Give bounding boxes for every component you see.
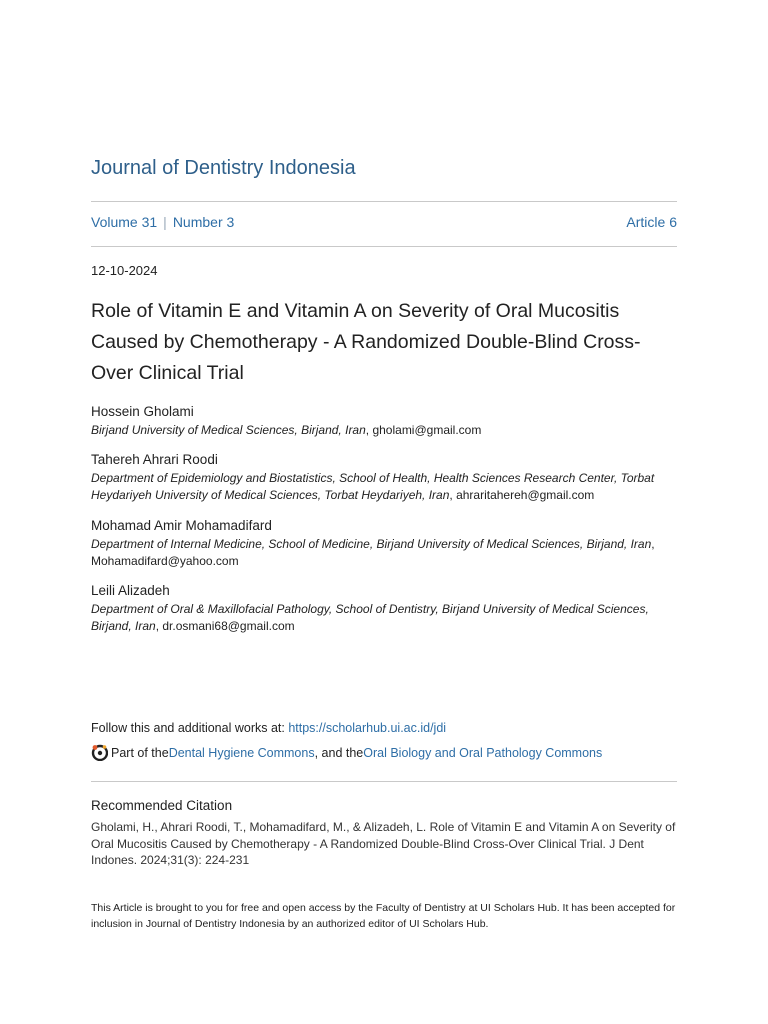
- author-block: [91, 517, 677, 570]
- author-affiliation: Birjand University of Medical Sciences, Birjand, Iran, gholami@gmail.com: [91, 423, 482, 437]
- divider-issue: [91, 246, 677, 247]
- author-email: gholami@gmail.com: [372, 423, 482, 437]
- recommended-citation-heading: Recommended Citation: [91, 798, 233, 813]
- publication-date: 12-10-2024: [91, 263, 158, 278]
- author-block: [91, 582, 677, 635]
- follow-line: [91, 721, 446, 735]
- affiliation-text: Department of Oral & Maxillofacial Pathology, School of Dentistry, Birjand University of Medical Sciences, Birjand, Iran: [91, 602, 649, 633]
- affiliation-text: Department of Internal Medicine, School of Medicine, Birjand University of Medical Sciences, Birjand, Iran: [91, 537, 652, 551]
- author-block: [91, 451, 677, 504]
- part-of-middle: , and the: [314, 745, 364, 760]
- journal-title-link[interactable]: Journal of Dentistry Indonesia: [91, 157, 356, 179]
- number-link[interactable]: Number 3: [172, 214, 235, 230]
- author-email: Mohamadifard@yahoo.com: [91, 554, 239, 568]
- creative-commons-network-icon: [91, 744, 108, 761]
- author-email: ahraritahereh@gmail.com: [456, 488, 595, 502]
- issue-bar: [91, 214, 677, 230]
- volume-link[interactable]: Volume 31: [91, 214, 158, 230]
- author-name: Mohamad Amir Mohamadifard: [91, 518, 272, 533]
- open-access-note: This Article is brought to you for free and open access by the Faculty of Dentistry at UI Scholars Hub. It has been accepted for inclusion in Journal of Dentistry Indonesia by an authorized editor of UI Scholars Hub.: [91, 902, 676, 930]
- oral-biology-commons-link[interactable]: Oral Biology and Oral Pathology Commons: [363, 745, 603, 760]
- recommended-citation-text: Gholami, H., Ahrari Roodi, T., Mohamadifard, M., & Alizadeh, L. Role of Vitamin E and Vitamin A on Severity of Oral Mucositis Caused by Chemotherapy - A Randomized Double-Blind Cross-Over Clinical Trial. J Dent Indones. 2024;31(3): 224-231: [91, 820, 676, 867]
- author-name: Leili Alizadeh: [91, 583, 170, 598]
- article-title: Role of Vitamin E and Vitamin A on Severity of Oral Mucositis Caused by Chemotherapy - A Randomized Double-Blind Cross-Over Clinical Trial: [91, 300, 641, 384]
- issue-separator: |: [163, 214, 167, 230]
- affiliation-text: Department of Epidemiology and Biostatistics, School of Health, Health Sciences Research Center, Torbat Heydariyeh University of Medical Sciences, Torbat Heydariyeh, Iran: [91, 471, 655, 502]
- author-affiliation: Department of Internal Medicine, School of Medicine, Birjand University of Medical Sciences, Birjand, Iran, Mohamadifard@yahoo.com: [91, 537, 655, 568]
- author-block: [91, 403, 677, 439]
- author-name: Hossein Gholami: [91, 404, 194, 419]
- repository-link[interactable]: https://scholarhub.ui.ac.id/jdi: [288, 721, 447, 735]
- part-of-prefix: Part of the: [111, 745, 169, 760]
- divider-citation: [91, 781, 677, 782]
- part-of-line: [91, 744, 602, 761]
- divider-top: [91, 201, 677, 202]
- author-name: Tahereh Ahrari Roodi: [91, 452, 218, 467]
- affiliation-text: Birjand University of Medical Sciences, Birjand, Iran: [91, 423, 366, 437]
- author-email: dr.osmani68@gmail.com: [162, 619, 295, 633]
- follow-label: Follow this and additional works at:: [91, 721, 289, 735]
- author-affiliation: Department of Oral & Maxillofacial Pathology, School of Dentistry, Birjand University of Medical Sciences, Birjand, Iran, dr.osmani68@gmail.com: [91, 602, 649, 633]
- author-affiliation: Department of Epidemiology and Biostatistics, School of Health, Health Sciences Research Center, Torbat Heydariyeh University of Medical Sciences, Torbat Heydariyeh, Iran, ahraritahereh@gmail.com: [91, 471, 655, 502]
- article-link[interactable]: Article 6: [626, 214, 677, 230]
- dental-hygiene-commons-link[interactable]: Dental Hygiene Commons: [168, 745, 315, 760]
